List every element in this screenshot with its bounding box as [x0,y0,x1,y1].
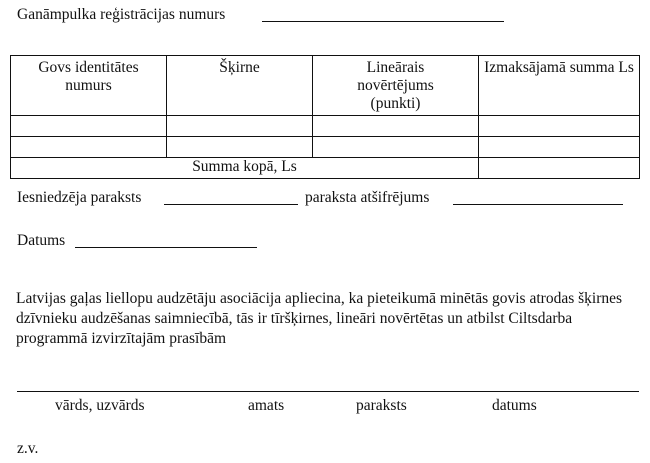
cell-payable-amount[interactable] [479,137,640,158]
signature-decode-label: paraksta atšifrējums [305,189,430,206]
registration-number-label: Ganāmpulka reģistrācijas numurs [17,6,226,23]
signature-decode-field[interactable] [453,204,623,205]
column-header-linear-score: Lineārais novērtējums (punkti) [313,56,479,116]
cell-payable-amount[interactable] [479,116,640,137]
column-header-cow-id: Govs identitātes numurs [11,56,167,116]
applicant-signature-label: Iesniedzēja paraksts [17,189,142,206]
caption-date: datums [492,397,537,414]
total-amount-cell[interactable] [479,158,640,179]
date-field[interactable] [75,247,257,248]
table-header-row [11,56,640,116]
table-row [11,116,640,137]
total-row [11,158,640,179]
caption-name-surname: vārds, uzvārds [55,397,145,414]
cell-linear-score[interactable] [313,116,479,137]
cell-cow-id[interactable] [11,116,167,137]
column-header-breed: Šķirne [167,56,313,116]
cell-breed[interactable] [167,137,313,158]
applicant-signature-field[interactable] [164,204,298,205]
date-label: Datums [17,232,66,249]
cell-linear-score[interactable] [313,137,479,158]
cell-cow-id[interactable] [11,137,167,158]
registration-number-field[interactable] [262,21,504,22]
total-label: Summa kopā, Ls [11,158,479,179]
cell-breed[interactable] [167,116,313,137]
stamp-place-label: z.v. [17,440,39,457]
column-header-payable-amount: Izmaksājamā summa Ls [479,56,640,116]
certification-text: Latvijas gaļas liellopu audzētāju asociācija apliecina, ka pieteikumā minētās govis atrodas šķirnes dzīvnieku audzēšanas saimniecībā, tās ir tīršķirnes, lineāri novērtētas un atbilst Ciltsdarba programmā izvirzītajām prasībām [16,290,623,347]
table-row [11,137,640,158]
caption-signature: paraksts [356,397,407,414]
cow-table [10,55,640,179]
caption-position: amats [248,397,285,414]
official-signature-line[interactable] [17,391,639,392]
